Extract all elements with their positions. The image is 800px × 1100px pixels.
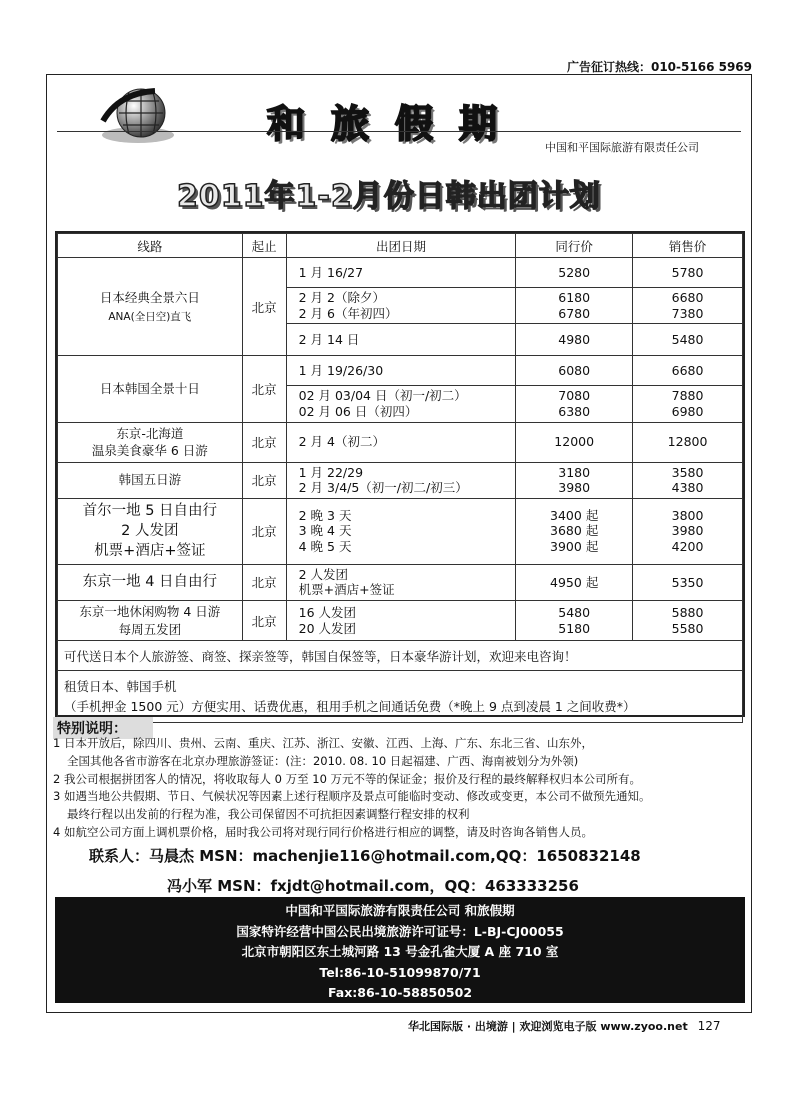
page-footer-text: 华北国际版 · 出境游 | 欢迎浏览电子版 www.zyoo.net — [408, 1020, 688, 1033]
contact-line-2: 冯小军 MSN：fxjdt@hotmail.com，QQ：463333256 — [167, 877, 579, 895]
route-cell: 东京一地休闲购物 4 日游 每周五发团 — [58, 601, 243, 641]
route-cell: 东京一地 4 日自由行 — [58, 564, 243, 600]
sale-price: 7880 6980 — [633, 386, 743, 422]
route-cell: 韩国五日游 — [58, 462, 243, 498]
trade-price: 7080 6380 — [516, 386, 633, 422]
table-row — [58, 462, 743, 498]
sale-price: 3800 3980 4200 — [633, 498, 743, 564]
table-note-row — [58, 671, 743, 723]
date-cell: 2 晚 3 天 3 晚 4 天 4 晚 5 天 — [286, 498, 516, 564]
sale-price: 5880 5580 — [633, 601, 743, 641]
table-note-row — [58, 641, 743, 671]
note-line: 4 如航空公司方面上调机票价格，届时我公司将对现行同行价格进行相应的调整，请及时咨询各销售人员。 — [53, 825, 593, 840]
origin-cell: 北京 — [242, 601, 286, 641]
phone-rental-note: 租赁日本、韩国手机 （手机押金 1500 元）方便实用、话费优惠，租用手机之间通话免费（*晚上 9 点到凌晨 1 之间收费*） — [58, 671, 743, 723]
special-notes — [53, 735, 743, 842]
trade-price: 4950 起 — [516, 564, 633, 600]
contact-line-1: 联系人：马晨杰 MSN：machenjie116@hotmail.com,QQ：1650832148 — [89, 847, 641, 865]
date-cell: 2 月 4（初二） — [286, 422, 516, 462]
date-cell: 1 月 16/27 — [286, 258, 516, 288]
sale-price: 12800 — [633, 422, 743, 462]
sale-price: 5350 — [633, 564, 743, 600]
route-cell: 首尔一地 5 日自由行 2 人发团 机票+酒店+签证 — [58, 498, 243, 564]
table-row — [58, 422, 743, 462]
date-cell: 16 人发团 20 人发团 — [286, 601, 516, 641]
special-notes-title: 特别说明： — [53, 717, 153, 739]
trade-price: 6180 6780 — [516, 288, 633, 324]
date-cell: 2 人发团 机票+酒店+签证 — [286, 564, 516, 600]
trade-price: 3400 起 3680 起 3900 起 — [516, 498, 633, 564]
sale-price: 6680 7380 — [633, 288, 743, 324]
trade-price: 5480 5180 — [516, 601, 633, 641]
visa-note: 可代送日本个人旅游签、商签、探亲签等，韩国自保签等，日本豪华游计划，欢迎来电咨询！ — [58, 641, 743, 671]
page-number: 127 — [697, 1019, 721, 1033]
origin-cell: 北京 — [242, 564, 286, 600]
trade-price: 6080 — [516, 356, 633, 386]
page-title: 2011年1-2月份日韩出团计划 — [177, 179, 601, 214]
note-line: 2 我公司根据拼团客人的情况，将收取每人 0 万至 10 万元不等的保证金；报价及行程的最终解释权归本公司所有。 — [53, 771, 642, 786]
sale-price: 6680 — [633, 356, 743, 386]
date-cell: 2 月 2（除夕） 2 月 6（年初四） — [286, 288, 516, 324]
footer-tel: Tel:86-10-51099870/71 — [319, 964, 481, 980]
footer-license: 国家特许经营中国公民出境旅游许可证号：L-BJ-CJ00055 — [236, 923, 564, 939]
table-header-row — [58, 234, 743, 258]
trade-price: 5280 — [516, 258, 633, 288]
origin-cell: 北京 — [242, 258, 286, 356]
route-cell: 日本经典全景六日 ANA(全日空)直飞 — [58, 258, 243, 356]
table-row — [58, 564, 743, 600]
trade-price: 4980 — [516, 324, 633, 356]
table-row — [58, 356, 743, 386]
note-line: 最终行程以出发前的行程为准，我公司保留因不可抗拒因素调整行程安排的权利 — [67, 807, 470, 822]
page-frame — [46, 74, 752, 1013]
origin-cell: 北京 — [242, 422, 286, 462]
trade-price: 3180 3980 — [516, 462, 633, 498]
note-line: 1 日本开放后，除四川、贵州、云南、重庆、江苏、浙江、安徽、江西、上海、广东、东北三省、山东外， — [53, 736, 593, 750]
company-info-box — [55, 897, 745, 1003]
date-cell: 1 月 19/26/30 — [286, 356, 516, 386]
page-footer — [408, 1018, 720, 1034]
brand-title: 和旅假期 — [267, 102, 524, 146]
route-cell: 日本韩国全景十日 — [58, 356, 243, 422]
tour-table — [55, 231, 745, 717]
note-line: 3 如遇当地公共假期、节日、气候状况等因素上述行程顺序及景点可能临时变动、修改或变更，本公司不做预先通知。 — [53, 789, 651, 804]
globe-logo-icon — [99, 83, 177, 145]
table-row — [58, 601, 743, 641]
table-row — [58, 498, 743, 564]
col-sale-price: 销售价 — [633, 234, 743, 258]
company-name: 中国和平国际旅游有限责任公司 — [545, 141, 699, 154]
trade-price: 12000 — [516, 422, 633, 462]
date-cell: 02 月 03/04 日（初一/初二） 02 月 06 日（初四） — [286, 386, 516, 422]
ad-hotline: 广告征订热线：010-5166 5969 — [566, 60, 752, 74]
note-line: 全国其他各省市游客在北京办理旅游签证：(注：2010. 08. 10 日起福建、广西、海南被划分为外领) — [67, 753, 579, 768]
col-route: 线路 — [58, 234, 243, 258]
footer-company: 中国和平国际旅游有限责任公司 和旅假期 — [285, 903, 515, 918]
footer-address: 北京市朝阳区东土城河路 13 号金孔雀大厦 A 座 710 室 — [241, 944, 559, 959]
sale-price: 5780 — [633, 258, 743, 288]
col-dates: 出团日期 — [286, 234, 516, 258]
date-cell: 1 月 22/29 2 月 3/4/5（初一/初二/初三） — [286, 462, 516, 498]
footer-fax: Fax:86-10-58850502 — [327, 985, 473, 1000]
date-cell: 2 月 14 日 — [286, 324, 516, 356]
col-trade-price: 同行价 — [516, 234, 633, 258]
col-origin: 起止 — [242, 234, 286, 258]
sale-price: 5480 — [633, 324, 743, 356]
table-row — [58, 258, 743, 288]
sale-price: 3580 4380 — [633, 462, 743, 498]
origin-cell: 北京 — [242, 462, 286, 498]
route-cell: 东京-北海道 温泉美食豪华 6 日游 — [58, 422, 243, 462]
divider — [57, 131, 741, 132]
origin-cell: 北京 — [242, 498, 286, 564]
origin-cell: 北京 — [242, 356, 286, 422]
